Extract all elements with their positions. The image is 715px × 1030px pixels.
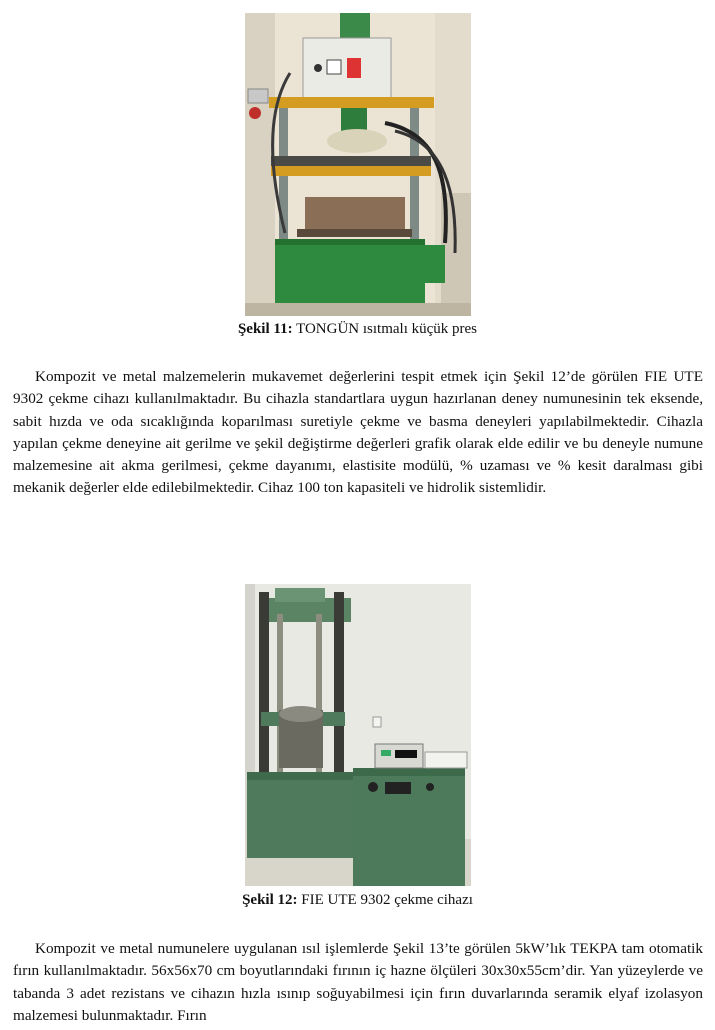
figure-11-label: Şekil 11: — [237, 321, 293, 337]
figure-12-label: Şekil 12: — [242, 892, 298, 908]
figure-12-caption-text: FIE UTE 9302 çekme cihazı — [301, 892, 473, 908]
figure-12-caption — [0, 891, 715, 909]
figure-11-caption — [0, 320, 715, 338]
press-photo — [245, 13, 471, 316]
figure-11-caption-text: TONGÜN ısıtmalı küçük pres — [296, 321, 478, 337]
body-paragraph-2: Kompozit ve metal numunelere uygulanan ısıl işlemlerde Şekil 13’te görülen 5kW’lık TEKPA tam otomatik fırın kullanılmaktadır. 56x56x70 cm boyutlarındaki fırının iç hazne ölçüleri 30x30x55cm’dir. Yan yüzeylerde ve tabanda 3 adet rezistans ve cihazın hızla ısınıp soğuyabilmesi için fırın duvarlarında seramik elyaf izolasyon malzemesi bulunmaktadır. Fırın — [13, 940, 703, 1024]
body-paragraph-1: Kompozit ve metal malzemelerin mukavemet değerlerini tespit etmek için Şekil 12’de görülen FIE UTE 9302 çekme cihazı kullanılmaktadır. Bu cihazla standartlara uygun hazırlanan deney numunesinin tek eksende, sabit hızda ve oda sıcaklığında koparılması suretiyle çekme ve basma deneyleri yapılabilmektedir. Cihazla yapılan çekme deneyine ait gerilme ve şekil değiştirme değerleri grafik olarak elde edilir ve bu deneyle numune malzemesine ait akma gerilmesi, çekme dayanımı, elastisite modülü, % uzaması ve % kesit daralması gibi mekanik değerler elde edilebilmektedir. Cihaz 100 ton kapasiteli ve hidrolik sistemlidir. — [13, 368, 703, 497]
tensile-machine-photo — [245, 584, 471, 886]
